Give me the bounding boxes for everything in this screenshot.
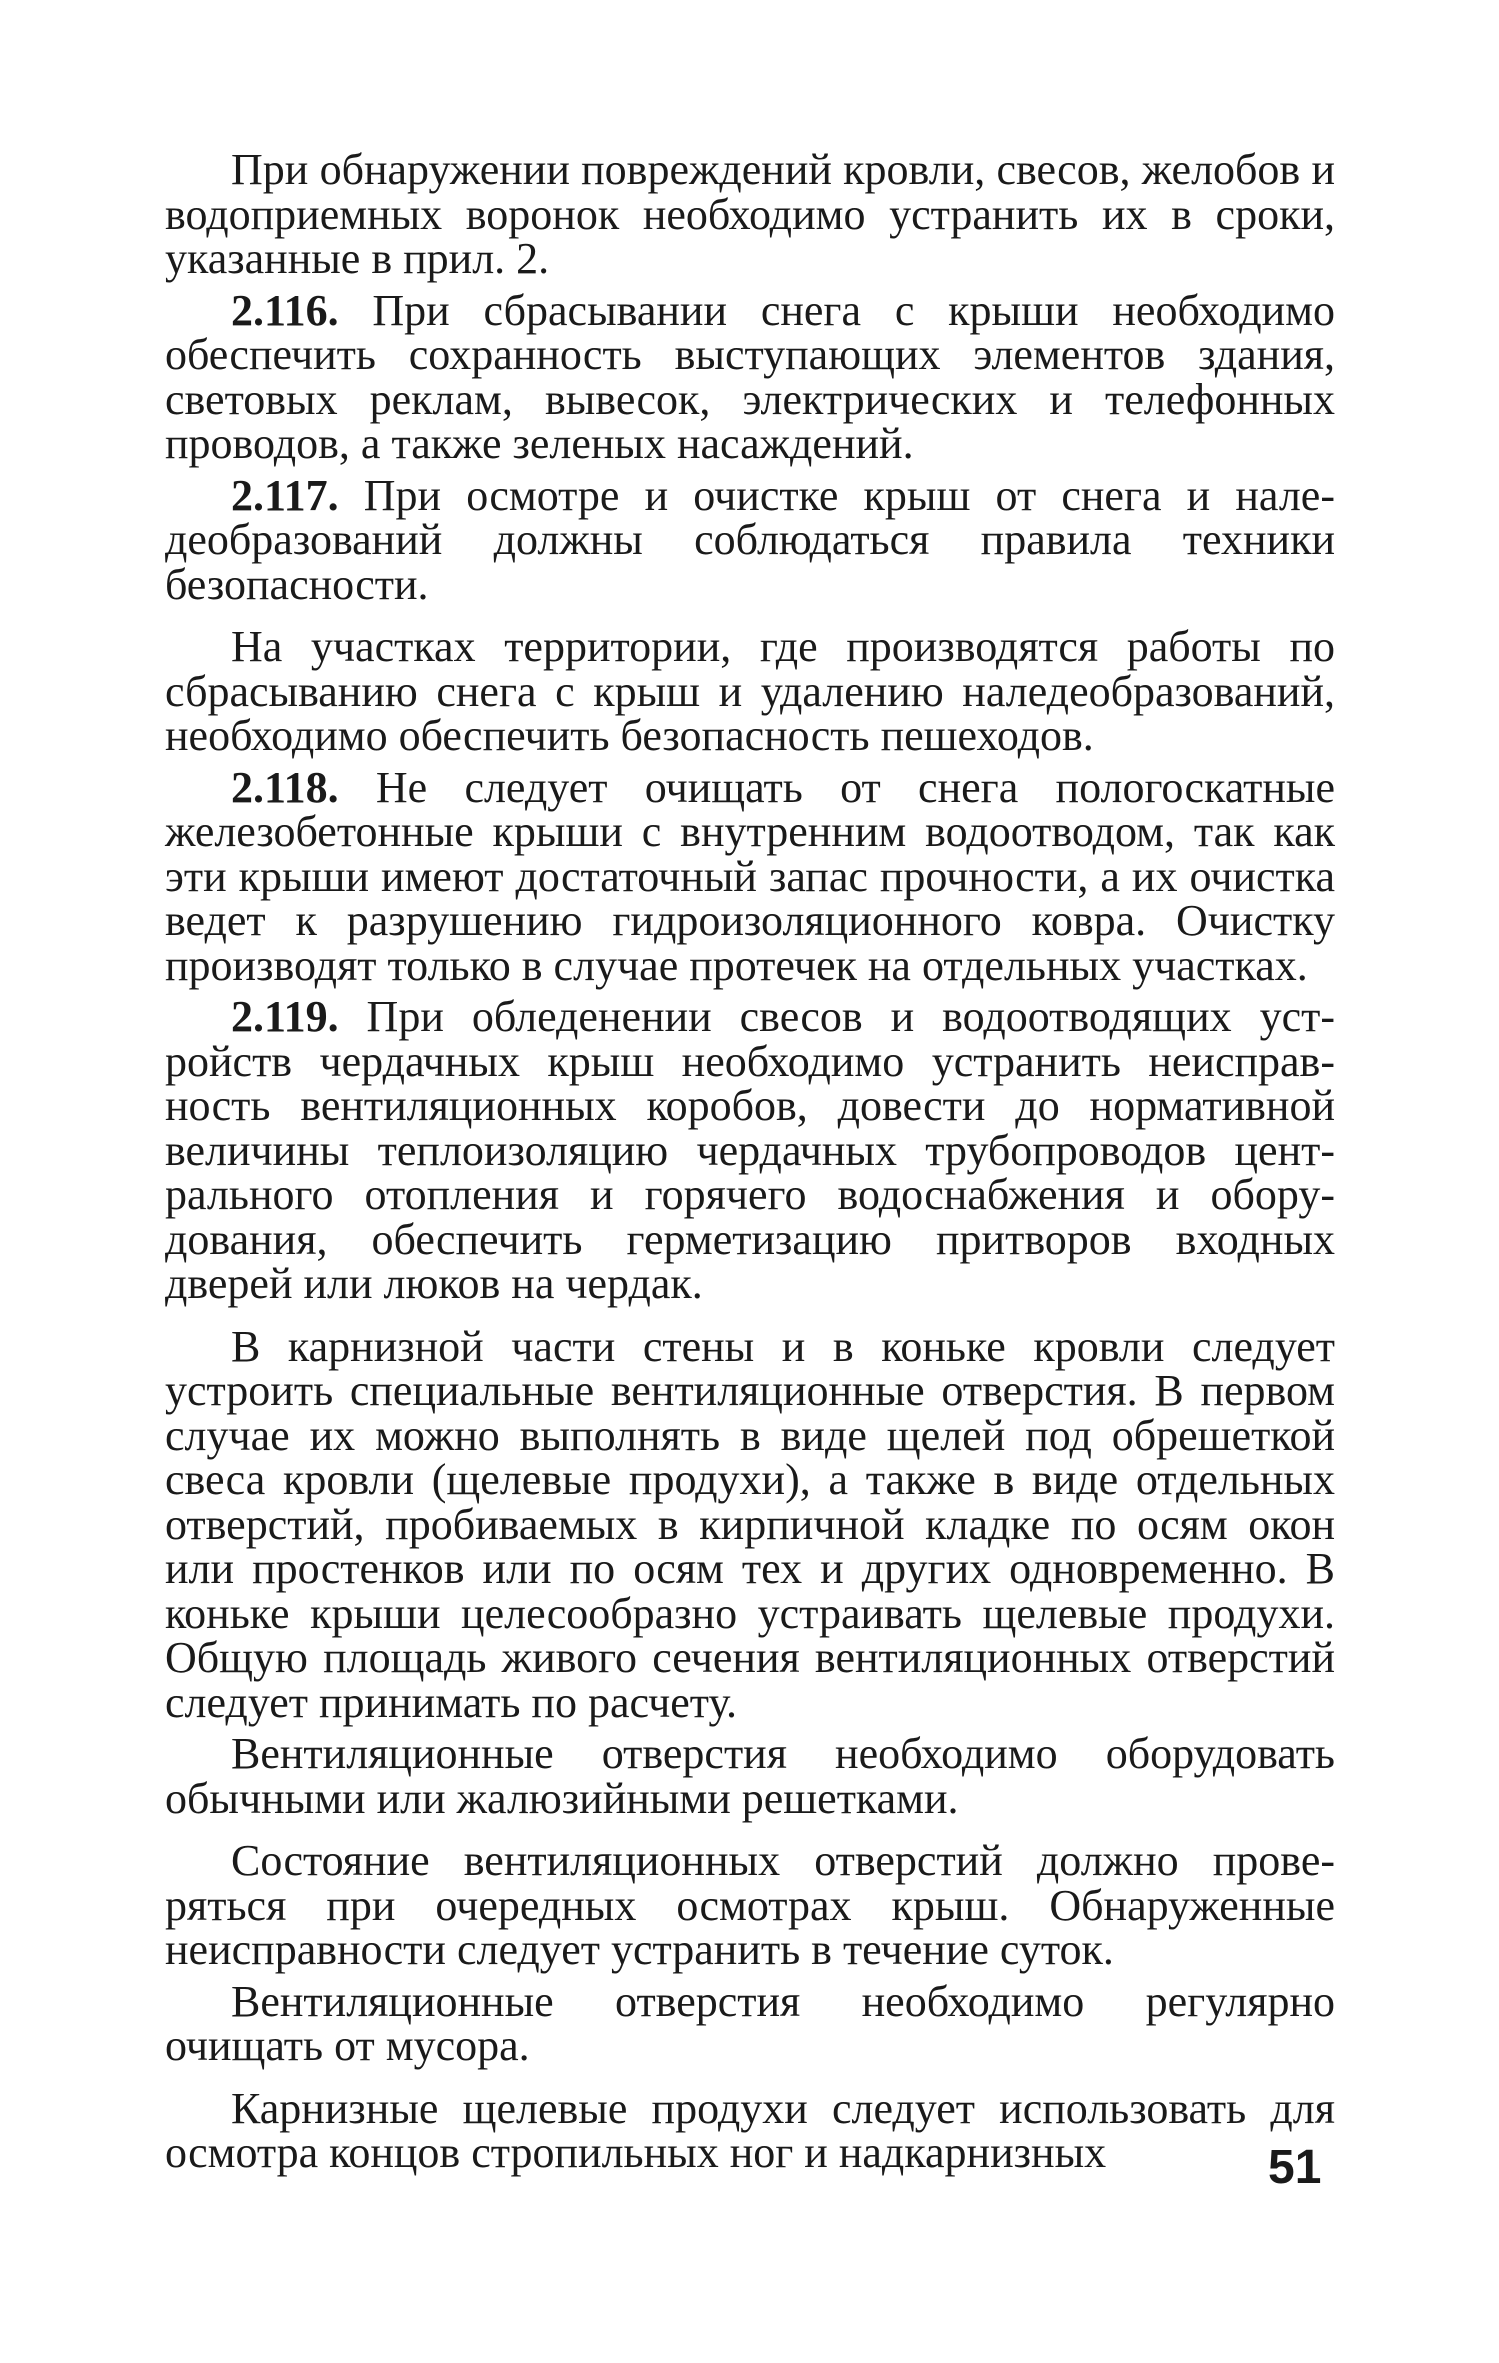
paragraph-text: Вентиляционные отверстия необходимо регулярно очищать от мусора. [165,1976,1335,2070]
paragraph-number: 2.116. [231,285,339,335]
paragraph-2-118 [165,762,1335,990]
paragraph-ventilation-openings [165,1321,1335,1727]
page-number: 51 [1268,2141,1322,2194]
paragraph-number: 2.118. [231,762,339,812]
paragraph-text: Карнизные щелевые продухи следует использовать для осмотра концов стропильных ног и надкарнизных [165,2083,1335,2177]
paragraph-2-117 [165,470,1335,609]
paragraph-ventilation-cleaning [165,1976,1335,2070]
body-text [165,145,1335,2177]
paragraph-ventilation-grilles [165,1729,1335,1823]
paragraph-text: Состояние вентиляционных отверстий должно проверяться при очередных осмотрах крыш. Обнаруженные неисправности следует устранить в течение суток. [165,1836,1335,1974]
paragraph-text: При обнаружении повреждений кровли, свесов, желобов и водоприемных воронок необходимо устранить их в сроки, указанные в прил. 2. [165,145,1335,283]
paragraph-text: При обледенении свесов и водоотводящих устройств чердачных крыш необходимо устранить неисправность вентиляционных коробов, довести до нормативной величины теплоизоляцию чердачных трубопроводов центрального отопления и горячего водоснабжения и оборудования, обеспечить герметизацию притворов входных дверей или люков на чердак. [165,992,1335,1308]
paragraph-damage-repair [165,145,1335,283]
paragraph-ventilation-inspection [165,1836,1335,1974]
paragraph-text: При сбрасывании снега с крыши необходимо обеспечить сохранность выступающих элементов здания, световых реклам, вывесок, электрических и телефонных проводов, а также зеленых насаждений. [165,285,1335,468]
paragraph-2-116 [165,285,1335,468]
paragraph-text: Вентиляционные отверстия необходимо оборудовать обычными или жалюзийными решетками. [165,1729,1335,1823]
paragraph-2-119 [165,992,1335,1308]
paragraph-text: При осмотре и очистке крыш от снега и наледеобразований должны соблюдаться правила техники безопасности. [165,470,1335,609]
paragraph-eaves-vents [165,2083,1335,2177]
paragraph-text: В карнизной части стены и в коньке кровли следует устроить специальные вентиляционные отверстия. В первом случае их можно выполнять в виде щелей под обрешеткой свеса кровли (щелевые продухи), а также в виде отдельных отверстий, пробиваемых в кирпичной кладке по осям окон или простенков или по осям тех и других одновременно. В коньке крыши целесообразно устраивать щелевые продухи. Общую площадь живого сечения вентиляционных отверстий следует принимать по расчету. [165,1321,1335,1727]
paragraph-number: 2.117. [231,470,339,520]
paragraph-text: Не следует очищать от снега пологоскатные железобетонные крыши с внутренним водоотводом, так как эти крыши имеют достаточный запас прочности, а их очистка ведет к разрушению гидроизоляционного ковра. Очистку производят только в случае протечек на отдельных участках. [165,762,1335,990]
paragraph-text: На участках территории, где производятся работы по сбрасыванию снега с крыш и удалению наледеобразований, необходимо обеспечить безопасность пешеходов. [165,622,1335,760]
paragraph-number: 2.119. [231,992,339,1041]
paragraph-pedestrian-safety [165,622,1335,760]
